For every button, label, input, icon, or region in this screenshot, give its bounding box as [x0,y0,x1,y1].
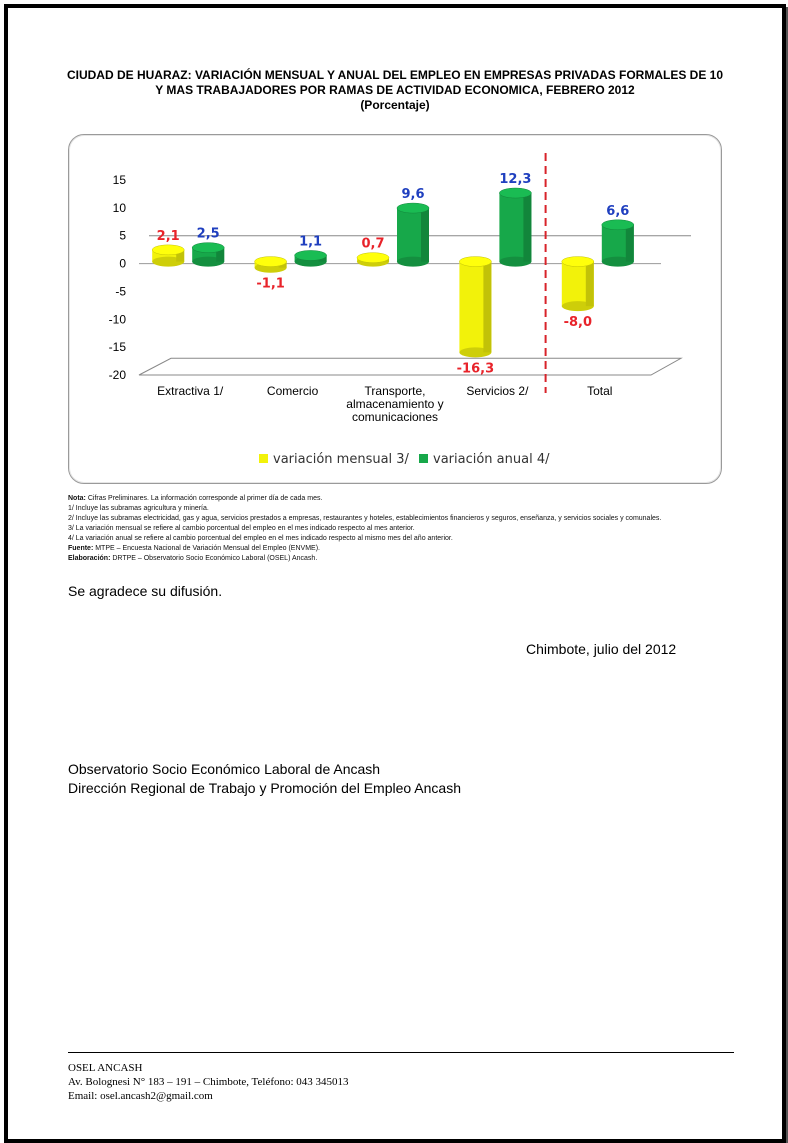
data-label: -16,3 [456,361,495,377]
bar-mensual [152,245,184,267]
bar-anual [499,188,531,267]
legend-swatch [259,454,268,463]
category-label: almacenamiento y [346,397,444,411]
footer-line-3: Email: osel.ancash2@gmail.com [68,1090,213,1102]
bar-top-cap [562,257,594,267]
footer-line-1: OSEL ANCASH [68,1062,143,1074]
note-label: Nota: [68,495,86,502]
note-line [68,534,748,544]
note-text: 1/ Incluye las subramas agricultura y minería. [68,505,209,512]
bar-shade [483,262,491,353]
note-text: 3/ La variación mensual se refiere al cambio porcentual del empleo en el mes indicado respecto al mes anterior. [68,525,415,532]
title-line-3: (Porcentaje) [360,98,430,112]
note-text: MTPE – Encuesta Nacional de Variación Mensual del Empleo (ENVME). [93,545,320,552]
category-label: Extractiva 1/ [157,384,224,398]
note-line [68,504,748,514]
title-line-1: CIUDAD DE HUARAZ: VARIACIÓN MENSUAL Y ANUAL DEL EMPLEO EN EMPRESAS PRIVADAS FORMALES DE 10 [66,68,724,82]
dateline: Chimbote, julio del 2012 [526,641,677,657]
bar-top-cap [602,220,634,230]
bar-anual [602,220,634,267]
legend-swatch [419,454,428,463]
y-tick-label: -20 [108,368,126,382]
footer-line-2: Av. Bolognesi N° 183 – 191 – Chimbote, Teléfono: 043 345013 [68,1076,349,1088]
note-line [68,554,748,564]
data-label: 6,6 [606,203,630,219]
y-tick-label: 15 [112,173,126,187]
y-tick-label: -15 [108,340,126,355]
bar-top-cap [295,250,327,260]
note-text: 4/ La variación anual se refiere al cambio porcentual del empleo en el mes indicado respecto al mismo mes del año anterior. [68,535,453,542]
data-label: 2,5 [196,226,220,242]
chart-frame [68,134,722,484]
bar-mensual [459,257,491,358]
bar-anual [397,203,429,266]
category-label: Servicios 2/ [466,384,529,398]
bar-top-cap [255,257,287,267]
legend-label: variación anual 4/ [433,452,550,467]
note-label: Fuente: [68,545,94,552]
bar-top-cap [499,188,531,198]
footer-divider [68,1052,734,1053]
bar-shade [523,193,531,262]
note-line [68,494,748,504]
bar-mensual [562,257,594,312]
y-tick-label: 5 [119,228,126,243]
bar-mensual [357,253,389,267]
category-label: comunicaciones [351,410,439,424]
bar-top-cap [397,203,429,213]
chart-floor [139,358,681,375]
org-line-2: Dirección Regional de Trabajo y Promoción del Empleo Ancash [68,780,461,796]
chart-title [40,68,750,113]
organization [68,760,461,798]
data-label: -1,1 [256,276,285,292]
data-label: -8,0 [563,315,593,331]
bar-shade [626,225,634,262]
note-text: Cifras Preliminares. La información corresponde al primer día de cada mes. [85,495,323,502]
thanks-text: Se agradece su difusión. [68,583,223,599]
note-line [68,524,748,534]
note-text: 2/ Incluye las subramas electricidad, gas y agua, servicios prestados a empresas, restaurantes y hoteles, establecimientos financieros y seguros, enseñanza, y servicios sociales y comunales. [68,515,662,522]
y-tick-label: 10 [112,200,126,215]
data-label: 0,7 [361,236,385,252]
bar-anual [295,250,327,266]
bar-chart [69,135,721,483]
note-line [68,514,748,524]
category-label: Transporte, [364,384,426,398]
note-label: Elaboración: [68,555,111,562]
title-line-2: Y MAS TRABAJADORES POR RAMAS DE ACTIVIDAD ECONOMICA, FEBRERO 2012 [155,83,635,97]
bar-top-cap [357,253,389,263]
bar-shade [421,208,429,261]
y-tick-label: -10 [108,312,126,327]
data-label: 9,6 [401,187,425,203]
data-label: 1,1 [299,234,323,250]
org-line-1: Observatorio Socio Económico Laboral de Ancash [68,761,381,777]
bar-top-cap [459,257,491,267]
chart-notes [68,494,748,564]
footer [68,1061,349,1103]
bar-anual [192,243,224,267]
legend-label: variación mensual 3/ [273,452,409,467]
note-text: DRTPE – Observatorio Socio Económico Laboral (OSEL) Ancash. [110,555,318,562]
data-label: 12,3 [499,172,532,188]
category-label: Total [587,384,613,398]
category-label: Comercio [266,384,319,398]
y-tick-label: 0 [119,256,126,271]
bar-mensual [255,257,287,273]
bar-shade [586,262,594,307]
y-tick-label: -5 [115,284,126,299]
note-line [68,544,748,554]
bar-top-cap [192,243,224,253]
bar-top-cap [152,245,184,255]
data-label: 2,1 [156,228,180,244]
